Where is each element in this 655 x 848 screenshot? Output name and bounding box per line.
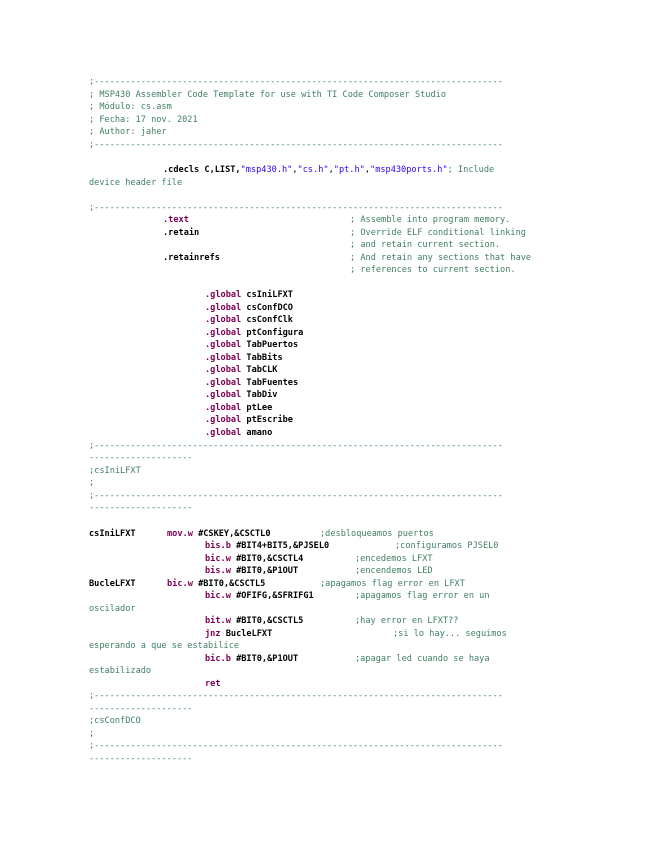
code-comment: ;apagar led cuando se haya: [355, 654, 490, 664]
global-symbol: TabBits: [246, 353, 283, 363]
operands: #BIT0,&P1OUT: [236, 654, 299, 664]
comma: ,: [292, 165, 298, 175]
separator-line: ;-------------------------------------------------------------------------------: [89, 140, 503, 150]
global-keyword: .global: [205, 390, 242, 400]
operands: #BIT0,&CSCTL5: [236, 616, 304, 626]
global-keyword: .global: [205, 403, 242, 413]
separator-line: ;-------------------------------------------------------------------------------: [89, 441, 503, 451]
opcode: bic.w: [205, 591, 231, 601]
operands: #BIT4+BIT5,&PJSEL0: [236, 541, 330, 551]
include-file: "cs.h": [297, 165, 329, 175]
comma: ,: [328, 165, 334, 175]
instruction: [205, 615, 303, 627]
global-symbol: csConfDCO: [246, 303, 293, 313]
include-comment-wrap: device header file: [89, 178, 183, 188]
separator-line: ;-------------------------------------------------------------------------------: [89, 203, 503, 213]
comment-module: ; Módulo: cs.asm: [89, 102, 172, 112]
opcode: bit.w: [205, 616, 231, 626]
routine-title: ;csConfDCO: [89, 716, 141, 726]
instruction: [205, 628, 272, 640]
global-keyword: .global: [205, 328, 242, 338]
retain-comment: ; Override ELF conditional linking: [350, 228, 526, 238]
comment-title: ; MSP430 Assembler Code Template for use with TI Code Composer Studio: [89, 90, 446, 100]
separator-line: ;-------------------------------------------------------------------------------: [89, 691, 503, 701]
opcode: bic.w: [205, 554, 231, 564]
opcode: ret: [205, 679, 221, 689]
instruction: [205, 565, 298, 577]
global-keyword: .global: [205, 353, 242, 363]
code-label: csIniLFXT: [89, 529, 136, 539]
text-comment: ; Assemble into program memory.: [350, 215, 511, 225]
comment-date: ; Fecha: 17 nov. 2021: [89, 115, 198, 125]
global-symbol: ptEscribe: [246, 415, 293, 425]
global-line: [205, 427, 272, 439]
code-comment: ;si lo hay... seguimos: [393, 629, 507, 639]
code-comment: ;encendemos LED: [355, 566, 433, 576]
include-file: "pt.h": [333, 165, 365, 175]
operands: #CSKEY,&CSCTL0: [198, 529, 271, 539]
global-symbol: ptLee: [246, 403, 273, 413]
opcode: jnz: [205, 629, 221, 639]
global-keyword: .global: [205, 428, 242, 438]
opcode: bic.w: [167, 579, 193, 589]
separator-line: ;-------------------------------------------------------------------------------: [89, 491, 503, 501]
global-symbol: TabPuertos: [246, 340, 299, 350]
code-comment: ;desbloqueamos puertos: [320, 529, 434, 539]
global-symbol: TabDiv: [246, 390, 278, 400]
include-file: "msp430.h": [240, 165, 293, 175]
opcode: bis.w: [205, 566, 231, 576]
comment-semicolon: ;: [89, 478, 95, 488]
global-keyword: .global: [205, 415, 242, 425]
comment-semicolon: ;: [89, 729, 95, 739]
operands: #BIT0,&CSCTL4: [236, 554, 304, 564]
text-directive: .text: [163, 215, 189, 225]
global-keyword: .global: [205, 378, 242, 388]
global-line: [205, 364, 277, 376]
operands: BucleLFXT: [225, 629, 273, 639]
global-symbol: TabFuentes: [246, 378, 299, 388]
separator-line: ;-------------------------------------------------------------------------------: [89, 77, 503, 87]
global-keyword: .global: [205, 290, 242, 300]
global-line: [205, 302, 293, 314]
instruction: [167, 578, 265, 590]
comma: ,: [364, 165, 371, 175]
global-line: [205, 414, 293, 426]
retain-comment: ; and retain current section.: [350, 240, 501, 250]
operands: #BIT0,&P1OUT: [236, 566, 299, 576]
opcode: mov.w: [167, 529, 193, 539]
code-comment: ;apagamos flag error en un: [355, 591, 490, 601]
cdecls-line: [163, 164, 494, 176]
code-comment-wrap: esperando a que se estabilice: [89, 641, 240, 651]
retainrefs-comment: ; references to current section.: [350, 265, 516, 275]
separator-line: --------------------: [89, 754, 193, 764]
global-keyword: .global: [205, 340, 242, 350]
comment-author: ; Author: jaher: [89, 127, 167, 137]
global-symbol: ptConfigura: [246, 328, 304, 338]
separator-line: --------------------: [89, 704, 193, 714]
retainrefs-comment: ; And retain any sections that have: [350, 253, 532, 263]
global-symbol: csIniLFXT: [246, 290, 293, 300]
code-comment: ;encedemos LFXT: [355, 554, 433, 564]
retainrefs-directive: .retainrefs: [163, 253, 220, 263]
global-line: [205, 402, 272, 414]
global-line: [205, 339, 298, 351]
separator-line: ;-------------------------------------------------------------------------------: [89, 741, 503, 751]
global-line: [205, 389, 277, 401]
code-label: BucleLFXT: [89, 579, 136, 589]
opcode: bic.b: [205, 654, 231, 664]
global-keyword: .global: [205, 315, 242, 325]
retain-directive: .retain: [163, 228, 200, 238]
instruction: [205, 590, 314, 602]
include-comment: ; Include: [447, 165, 495, 175]
operands: #BIT0,&CSCTL5: [198, 579, 266, 589]
global-line: [205, 289, 293, 301]
separator-line: --------------------: [89, 453, 193, 463]
global-symbol: amano: [246, 428, 273, 438]
cdecls-directive: .cdecls C,LIST,: [163, 165, 241, 175]
opcode: bis.b: [205, 541, 231, 551]
global-symbol: csConfClk: [246, 315, 293, 325]
global-line: [205, 377, 298, 389]
code-comment-wrap: oscilador: [89, 604, 136, 614]
code-comment: ;apagamos flag error en LFXT: [320, 579, 465, 589]
instruction: [205, 653, 298, 665]
global-symbol: TabCLK: [246, 365, 278, 375]
routine-title: ;csIniLFXT: [89, 466, 141, 476]
separator-line: --------------------: [89, 503, 193, 513]
code-comment-wrap: estabilizado: [89, 666, 152, 676]
instruction: [167, 528, 271, 540]
global-line: [205, 327, 303, 339]
instruction: [205, 553, 303, 565]
global-keyword: .global: [205, 303, 242, 313]
global-keyword: .global: [205, 365, 242, 375]
include-file: "msp430ports.h": [370, 165, 448, 175]
code-comment: ;hay error en LFXT??: [355, 616, 459, 626]
code-comment: ;configuramos PJSEL0: [395, 541, 499, 551]
global-line: [205, 314, 293, 326]
instruction: [205, 540, 329, 552]
global-line: [205, 352, 283, 364]
operands: #OFIFG,&SFRIFG1: [236, 591, 314, 601]
